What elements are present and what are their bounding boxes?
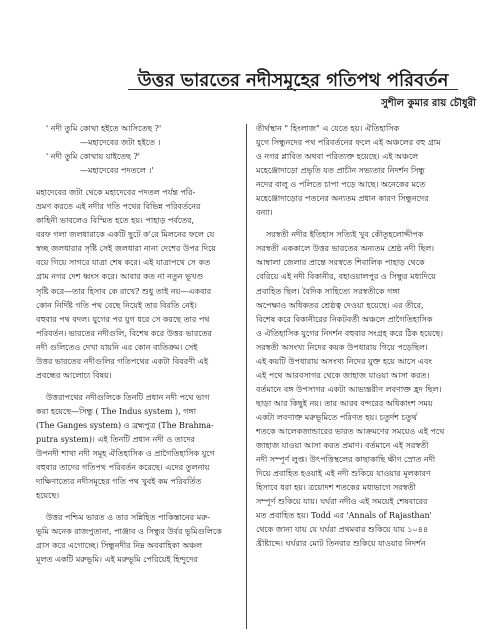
left-column-text-line: কাহিনী ভাবলেও বিস্মিত হতে হয়। পাহাড় পর্বতের, [36,216,195,226]
right-column-text-line: যুগে সিন্ধুনদের পথ পরিবর্তনের ফলে এই অঞ্চলের বহু গ্রাম [256,138,441,148]
paragraph-gap [36,503,236,511]
right-column-text-line: মহেঞ্জোদাড়োর পতনের অন্যতম প্রধান কারণ সিন্ধুনদের [256,194,429,204]
article-title: উত্তর ভারতের নদীসমূহের গতিপথ পরিবর্তন [137,70,449,91]
left-column-text-line: নদী গুলিতেও দেখা যায়নি এর কোন ব্যতিক্রম। সেই [36,342,198,352]
left-text-column [36,122,236,567]
right-column-text-line: নদী সম্পূর্ণ লুপ্ত। উৎপত্তিস্থলের কাছাকাছি ক্ষীণ স্রোত নদী [256,455,436,465]
paragraph-gap [36,383,236,391]
left-column-text-line: হয়েছে। [36,491,60,501]
right-column-text-line: অপেক্ষাও অধিকতর শ্রেষ্ঠত্ব দেওয়া হয়েছে। এর তীরে, [256,300,424,310]
right-column-text-line: সম্পূর্ণ শুকিয়ে যায়। ঘর্ঘরা নদীও এই সময়েই শেষবারের [256,497,428,507]
right-column-text-line: খ্রীষ্টাব্দে। ঘর্ঘরার মোট তিনবার শুকিয়ে যাওয়ার নিদর্শন [256,539,426,549]
right-column-text-line: ছাড়া আর কিছুই নয়। তার আরব বন্দরের অধিকাংশ সময় [256,398,433,408]
left-column-text-line: উত্তর ভারতের নদীগুলির গতিপথের একটা বিবরণী এই [36,356,209,366]
left-column-text-line: বহুবার তাদের গতিপথ পরিবর্তন করেছে। এদের তুলনায় [36,463,210,473]
left-column-text-line: উত্তর পশ্চিম ভারত ও তার সন্নিহিত পাকিস্তানের মরু- [46,513,210,523]
paragraph-gap [36,178,236,186]
left-column-text-line: স্বচ্ছ জলধারার সৃষ্টি সেই জলধারা নানা দেশের উপর দিয়ে [36,244,217,254]
left-column-text-line: কোন নির্দিষ্ট গতি পথ বেছে নিয়েই তার বিরতি নেই। [36,300,197,310]
left-column-text-line: প্রবন্ধের আলোচ্য বিষয়। [36,370,112,380]
left-column-text-line: ' নদী তুমি কোথায় যাইতেছ ?' [46,152,140,162]
right-column-text-line: তীর্থস্থান " হিংলাজ" এ যেতে হয়। ঐতিহাসিক [256,124,400,133]
left-column-text-line: ভূমি অনেক রাজপুতানা, পাঞ্জাব ও সিন্ধুর উর্বর ভূমিগুলিকে [36,527,222,537]
right-column-text-line: সরস্বতী অসংখ্য নিদের কয়ক উপধারায় গিয়ে পড়েছিল। [256,342,428,352]
column-divider [246,124,247,629]
left-column-text-line: পরিবর্তন। ভারতের নদীগুলি, বিশেষ করে উত্তর ভারতের [36,328,212,338]
right-column-text-line: দিয়ে প্রবাহিত হওয়াই এই নদী শুকিয়ে যাওয়ার মূলকারণ [256,469,431,479]
right-column-text-line: বন্যা। [256,208,273,218]
right-column-text-line: ও ঐতিহাসিক যুগের নিদর্শন বহুবার সংগ্রহ করে ঠিক হয়েছে। [256,328,443,338]
right-column-text-line: বর্তমানে বঙ্গ উপসাগর একটা আভ্যন্তরীণ লবণাক্ত হ্রদ ছিল। [256,384,442,394]
title-underline [128,89,458,90]
left-column-text-line: উপনদী শাখা নদী সমূহ ঐতিহাসিক ও প্রাগৈতিহাসিক যুগে [36,449,215,459]
right-column-text-line: জাহাজ যাওয়া আসা করত প্রমাণ। বর্তমানে এই সরস্বতী [256,441,429,451]
right-column-text-line: বেরিয়ে এই নদী বিকানীর, বহাওয়ালপুর ও সিন্ধুর মধ্যদিয়ে [256,272,436,282]
right-column-text-line: এই কয়টি উপধারায় অসংখ্য নিদের যুক্ত হয়ে আসে এবং [256,356,432,366]
left-column-text-line: দাক্ষিণাত্যের নদীসমূহের গতি পথ খুবই কম পরিবর্তিত [36,477,202,487]
right-column-text-line: এই পথে আরবসাগর থেকে জাহাজ যাওয়া আসা করত। [256,370,430,380]
left-column-text-line: মহাদেবের জটা থেকে মহাদেবের পদতল পর্যন্ত পরি- [36,188,196,198]
left-column-text-line: (The Ganges system) ও ব্রহ্মপুত্র (The Brahma- [36,420,214,430]
right-column-text-line: নদের বালু ও পলিতে চাপা পড়ে আছে। অনেকের মতে [256,180,426,190]
right-column-text-line: একটা লবণাক্ত মরুভূমিতে পরিণত হয়। চতুর্দশ চতুর্থ [256,412,417,422]
right-column-text-line: ও নগর প্লাবিত অথবা পরিত্যক্ত হয়েছে। এই অঞ্চলে [256,152,419,162]
left-column-text-line: সৃষ্টি করে—তার হিসাব কে রাখে? শুধু তাই নয়—একবার [36,286,212,296]
left-column-text-line: গ্রাস করে এগোচ্ছে। সিন্ধুনদীর নিম্ন অববাহিকা অঞ্চল [36,541,203,551]
article-author: সুশীল কুমার রায় চৌধুরী [381,98,476,109]
right-column-text-line: প্রবাহিত ছিল। বৈদিক সাহিত্যে সরস্বতীকে গঙ্গা [256,286,400,296]
right-column-text-line: সরস্বতী নদীর ইতিহাস সত্যিই খুব কৌতূহলোদ্দীপক [266,230,424,240]
left-column-text-line: বহুবার পথ বদল। যুগের পর যুগ ধরে সে করছে তার পথ [36,314,210,324]
left-column-text-line: ' নদী তুমি কোথা হইতে আসিতেছ ?' [46,124,162,133]
right-column-text-line: থেকে জানা যায় যে ঘর্ঘরা প্রথমবার শুকিয়ে যায় ১০৪৪ [256,525,429,535]
right-column-text-line: হিসাবে ধরা হয়। ত্রয়োদশ শতকের মধ্যভাগে সরস্বতী [256,483,416,493]
right-column-text-line: আম্বালা জেলার প্রান্তে সরস্বতে শিবালিক পাহাড় থেকে [256,258,425,268]
right-column-text-line: বিশেষ করে বিকানীরের নিকটবর্তী অঞ্চলে প্রাগৈতিহাসিক [256,314,433,324]
left-column-text-line: putra system)। এই তিনটি প্রধান নদী ও তাদের [36,434,195,444]
left-column-text-line: উত্তরাপথের নদীগুলিকে তিনটি প্রধান নদী পথে ভাগ [46,392,210,402]
left-column-text-line: —মহাদেবের পদতলে ।' [80,166,154,176]
left-column-text-line: —মহাদেবের জটা হইতে । [80,138,161,148]
paragraph-gap [256,220,454,228]
right-column-text-line: মহেঞ্জোদাড়ো প্রভৃতি যত প্রাচীন সভ্যতার নিদর্শন সিন্ধু [256,166,425,176]
left-column-text-line: ভ্রমণ করতে এই নদীর গতি পথের বিভিন্ন পরিবর্তনের [36,202,201,212]
right-column-text-line: মত প্রবাহিত হয়। Todd এর 'Annals of Rajasthan' [256,511,432,521]
right-text-column [256,122,454,551]
left-column-text-line: মূলত একটি মরুভূমি। এই মরুভূমি পেরিয়েই হিন্দুদের [36,555,198,565]
left-column-text-line: বয়ে গিয়ে সাগরে যাত্রা শেষ করে। এই যাত্রাপথে সে কত [36,258,211,268]
right-column-text-line: সরস্বতী এককালে উত্তর ভারতের অন্যতম শ্রেষ্ঠ নদী ছিল। [256,244,435,254]
left-column-text-line: করা হয়েছে—সিন্ধু ( The Indus system ), গঙ্গা [36,406,197,416]
left-column-text-line: গ্রাম নগর দেশ ধ্বংস করে। আবার কত না নতুন ভূখণ্ড [36,272,204,282]
right-column-text-line: শতকে আলেকজান্ডারের ভারত আক্রমণের সময়েও এই পথে [256,426,445,436]
left-column-text-line: বরফ গলা জলধারাকে একটি ছুটে ক'রে মিলনের ফলে যে [36,230,215,240]
